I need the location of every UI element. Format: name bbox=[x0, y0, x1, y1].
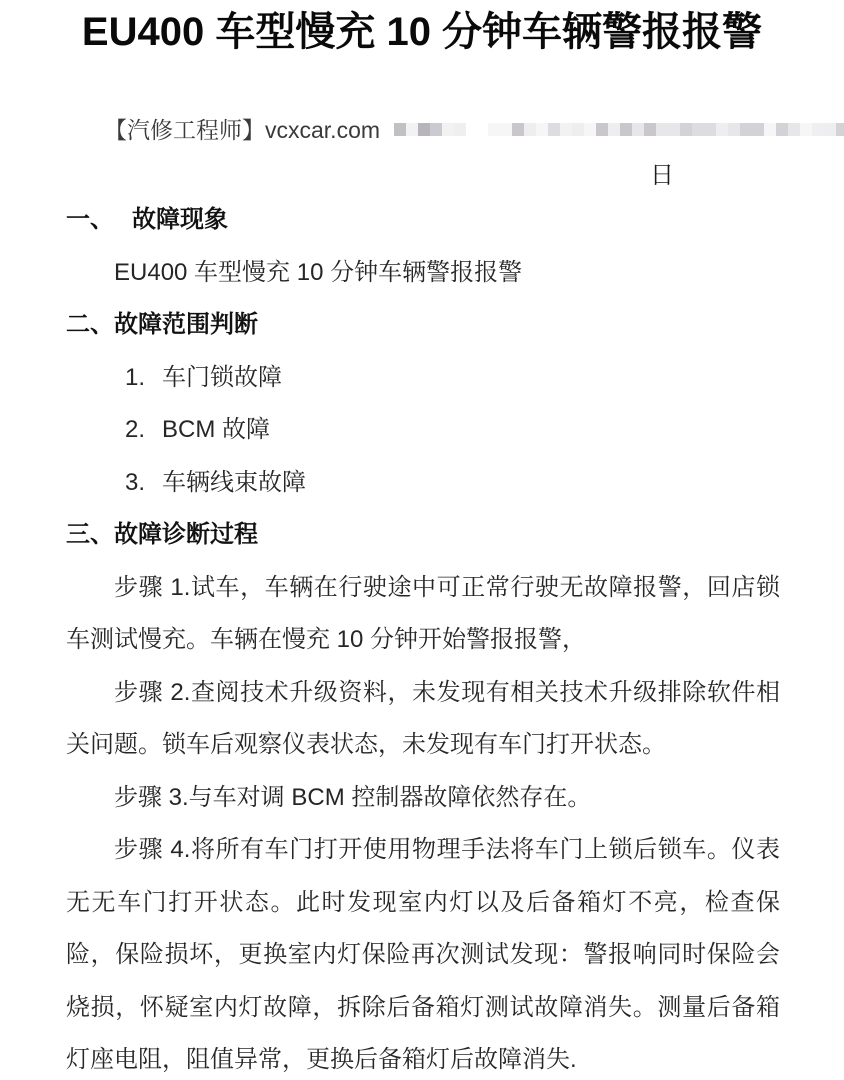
list-item bbox=[125, 404, 780, 457]
fault-phenomenon-text: EU400 车型慢充 10 分钟车辆警报报警 bbox=[114, 258, 523, 286]
diagnosis-step-paragraph: 步骤 2.查阅技术升级资料，未发现有相关技术升级排除软件相关问题。锁车后观察仪表状态，未发现有车门打开状态。 bbox=[66, 678, 780, 758]
list-number: 1. bbox=[125, 363, 146, 391]
date-remnant-line bbox=[0, 160, 844, 192]
section-number: 二、 bbox=[66, 311, 114, 338]
diagnosis-step-paragraph: 步骤 1.试车，车辆在行驶途中可正常行驶无故障报警，回店锁车测试慢充。车辆在慢充 10 分钟开始警报报警， bbox=[66, 573, 780, 653]
list-item bbox=[125, 352, 780, 405]
section-title: 故障现象 bbox=[132, 206, 228, 233]
list-number: 3. bbox=[125, 468, 146, 496]
list-text: 车门锁故障 bbox=[162, 363, 282, 391]
date-suffix: 日 bbox=[650, 162, 674, 189]
section-number: 三、 bbox=[66, 521, 114, 548]
fault-scope-list bbox=[66, 352, 780, 510]
section-title: 故障范围判断 bbox=[114, 311, 258, 338]
diagnosis-step-paragraph: 步骤 4.将所有车门打开使用物理手法将车门上锁后锁车。仪表无无车门打开状态。此时发现室内灯以及后备箱灯不亮，检查保险，保险损坏，更换室内灯保险再次测试发现：警报响同时保险会烧损，怀疑室内灯故障，拆除后备箱灯测试故障消失。测量后备箱灯座电阻，阻值异常，更换后备箱灯后故障消失. bbox=[66, 836, 780, 1073]
redaction-mosaic bbox=[394, 123, 844, 136]
section-heading-2 bbox=[66, 299, 780, 352]
byline bbox=[0, 108, 844, 152]
list-number: 2. bbox=[125, 416, 146, 443]
section-heading-1 bbox=[66, 194, 780, 247]
document-body bbox=[0, 194, 844, 1080]
document-title: EU400 车型慢充 10 分钟车辆警报报警 bbox=[81, 10, 763, 54]
section-title: 故障诊断过程 bbox=[114, 521, 258, 548]
diagnosis-step-paragraph: 步骤 3.与车对调 BCM 控制器故障依然存在。 bbox=[114, 783, 592, 811]
list-text: 车辆线束故障 bbox=[162, 468, 306, 496]
byline-label: 【汽修工程师】vcxcar.com bbox=[104, 116, 381, 143]
list-text: BCM 故障 bbox=[162, 416, 270, 443]
section-number: 一、 bbox=[66, 206, 114, 233]
list-item bbox=[125, 457, 780, 510]
section-heading-3 bbox=[66, 509, 780, 562]
